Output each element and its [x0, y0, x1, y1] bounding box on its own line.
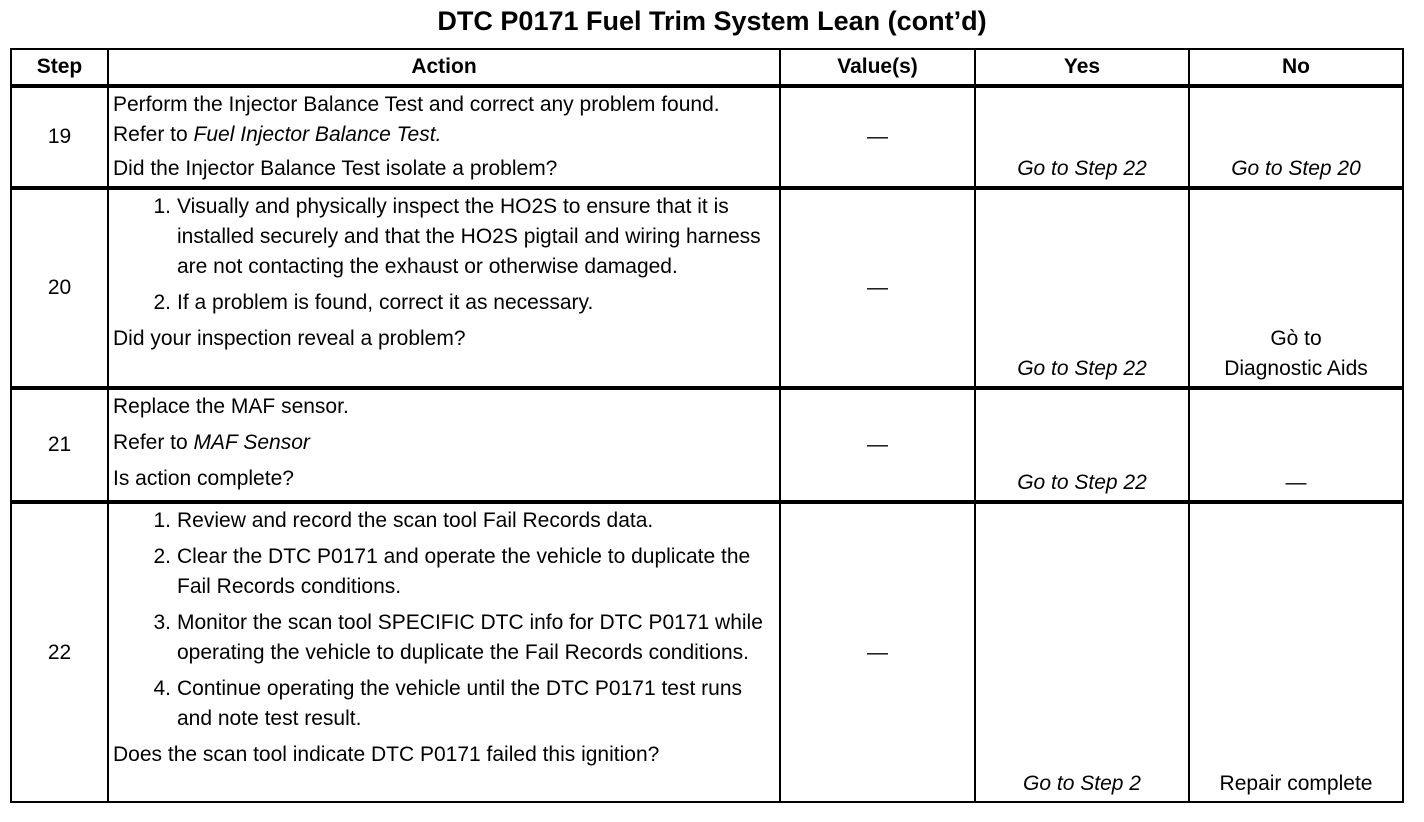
action-question: Is action complete? [113, 467, 294, 490]
table-row [11, 388, 1403, 502]
reference-link-text: Fuel Injector Balance Test. [193, 123, 442, 146]
yes-cell: Go to Step 22 [975, 86, 1189, 188]
diagnostic-table [10, 48, 1404, 803]
no-cell: Go to Step 20 [1189, 86, 1403, 188]
action-list [113, 506, 775, 734]
yes-cell: Go to Step 22 [975, 388, 1189, 502]
page-title: DTC P0171 Fuel Trim System Lean (cont’d) [437, 6, 987, 36]
table-header-row [11, 49, 1403, 86]
action-cell [108, 388, 780, 502]
action-text: Refer to MAF Sensor [113, 431, 310, 454]
yes-cell: Go to Step 22 [975, 188, 1189, 388]
value-cell: — [780, 502, 975, 802]
action-list [113, 192, 775, 318]
list-item: 2. If a problem is found, correct it as necessary. [153, 291, 594, 314]
action-question: Did your inspection reveal a problem? [113, 327, 466, 350]
table-row [11, 86, 1403, 188]
value-cell: — [780, 86, 975, 188]
action-question: Did the Injector Balance Test isolate a problem? [113, 157, 558, 180]
yes-cell: Go to Step 2 [975, 502, 1189, 802]
no-cell: Repair complete [1189, 502, 1403, 802]
no-cell: — [1189, 388, 1403, 502]
action-question: Does the scan tool indicate DTC P0171 failed this ignition? [113, 743, 660, 766]
action-cell [108, 86, 780, 188]
list-item: 3. Monitor the scan tool SPECIFIC DTC info for DTC P0171 while operating the vehicle to duplicate the Fail Records conditions. [153, 611, 763, 664]
value-cell: — [780, 188, 975, 388]
step-number: 22 [11, 502, 108, 802]
action-text: Perform the Injector Balance Test and correct any problem found. Refer to Fuel Injector Balance Test. [113, 93, 720, 146]
column-header-action: Action [108, 49, 780, 86]
list-item: 2. Clear the DTC P0171 and operate the vehicle to duplicate the Fail Records conditions. [153, 545, 751, 598]
column-header-values: Value(s) [780, 49, 975, 86]
column-header-no: No [1189, 49, 1403, 86]
table-row [11, 188, 1403, 388]
list-item: 4. Continue operating the vehicle until the DTC P0171 test runs and note test result. [153, 677, 743, 730]
no-cell: Gò to Diagnostic Aids [1189, 188, 1403, 388]
step-number: 21 [11, 388, 108, 502]
column-header-step: Step [11, 49, 108, 86]
table-row [11, 502, 1403, 802]
column-header-yes: Yes [975, 49, 1189, 86]
action-text: Replace the MAF sensor. [113, 395, 349, 418]
action-cell [108, 188, 780, 388]
action-cell [108, 502, 780, 802]
list-item: 1. Visually and physically inspect the HO2S to ensure that it is installed securely and that the HO2S pigtail and wiring harness are not contacting the exhaust or otherwise damaged. [153, 195, 761, 278]
list-item: 1. Review and record the scan tool Fail Records data. [153, 509, 654, 532]
step-number: 20 [11, 188, 108, 388]
step-number: 19 [11, 86, 108, 188]
reference-link-text: MAF Sensor [193, 431, 310, 454]
value-cell: — [780, 388, 975, 502]
